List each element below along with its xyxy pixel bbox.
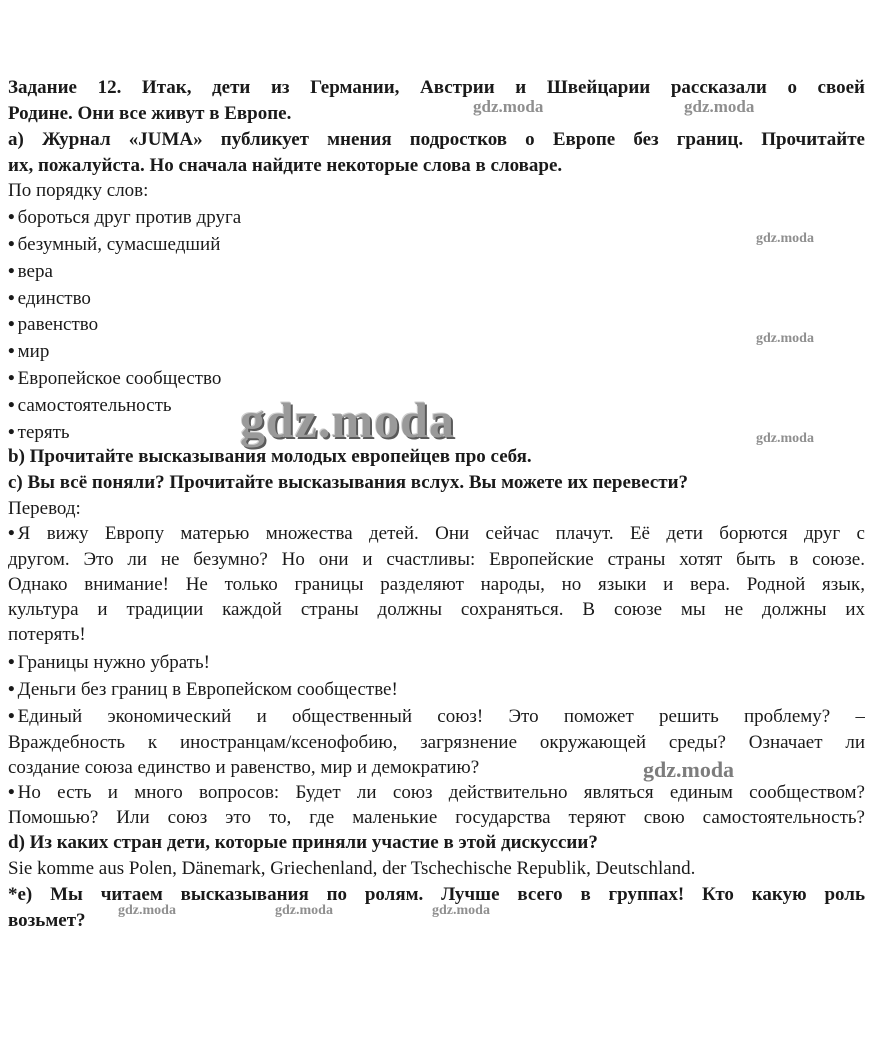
translation-line: потерять! — [8, 624, 86, 645]
vocab-item: • вера — [8, 259, 865, 285]
translation-line: Помошью? Или союз это то, где маленькие государства теряют свою самостоятельность? — [8, 807, 865, 828]
answer-line: Sie komme aus Polen, Dänemark, Griechenland, der Tschechische Republik, Deutschland. — [8, 858, 696, 879]
watermark: gdz.moda — [756, 231, 814, 246]
text-line: их, пожалуйста. Но сначала найдите некоторые слова в словаре. — [8, 155, 563, 176]
task-c-line: c) Вы всё поняли? Прочитайте высказывания вслух. Вы можете их перевести? — [8, 472, 689, 493]
watermark: gdz.moda — [118, 903, 176, 918]
watermark: gdz.moda — [684, 97, 755, 116]
vocab-item: • бороться друг против друга — [8, 205, 865, 231]
vocab-item: • безумный, сумасшедший — [8, 232, 865, 258]
watermark: gdz.moda — [275, 903, 333, 918]
vocab-item: • равенство — [8, 312, 865, 338]
vocab-item: • терять — [8, 420, 865, 446]
translation-line: культура и традиции каждой страны должны сохраняться. В союзе мы не должны их — [8, 599, 865, 620]
vocab-item: • Европейское сообщество — [8, 366, 865, 392]
translation-line: Враждебность к иностранцам/ксенофобию, загрязнение окружающей среды? Означает ли — [8, 732, 865, 753]
translation-item: • Деньги без границ в Европейском сообществе! — [8, 677, 865, 703]
task-d-line: d) Из каких стран дети, которые приняли участие в этой дискуссии? — [8, 832, 598, 853]
task-e-line: *e) Мы читаем высказывания по ролям. Лучше всего в группах! Кто какую роль — [8, 884, 865, 905]
translation-label: Перевод: — [8, 498, 81, 519]
text-line: Родине. Они все живут в Европе. — [8, 103, 292, 124]
vocab-item: • самостоятельность — [8, 393, 865, 419]
translation-line: другом. Это ли не безумно? Но они и счастливы: Европейские страны хотят быть в союзе. — [8, 549, 865, 570]
vocab-item: • единство — [8, 286, 865, 312]
watermark-large: gdz.moda — [240, 392, 455, 448]
task-b-line: b) Прочитайте высказывания молодых европейцев про себя. — [8, 446, 532, 467]
task-heading: Задание 12. Итак, дети из Германии, Австрии и Швейцарии рассказали о своей — [8, 77, 865, 98]
vocab-item: • мир — [8, 339, 865, 365]
translation-line: • Но есть и много вопросов: Будет ли союз действительно являться единым сообществом? — [8, 780, 865, 806]
watermark: gdz.moda — [432, 903, 490, 918]
translation-item: • Границы нужно убрать! — [8, 650, 865, 676]
translation-line: • Я вижу Европу матерью множества детей. Они сейчас плачут. Её дети борются друг с — [8, 521, 865, 547]
translation-line: Однако внимание! Не только границы разделяют народы, но языки и вера. Родной язык, — [8, 574, 865, 595]
watermark: gdz.moda — [643, 757, 735, 782]
vocab-intro: По порядку слов: — [8, 180, 149, 201]
translation-line: создание союза единство и равенство, мир и демократию? — [8, 757, 480, 778]
text-line: возьмет? — [8, 910, 86, 931]
watermark: gdz.moda — [473, 97, 544, 116]
watermark: gdz.moda — [756, 431, 814, 446]
watermark: gdz.moda — [756, 331, 814, 346]
task-a-line: a) Журнал «JUMA» публикует мнения подростков о Европе без границ. Прочитайте — [8, 129, 865, 150]
translation-line: • Единый экономический и общественный союз! Это поможет решить проблему? – — [8, 704, 865, 730]
